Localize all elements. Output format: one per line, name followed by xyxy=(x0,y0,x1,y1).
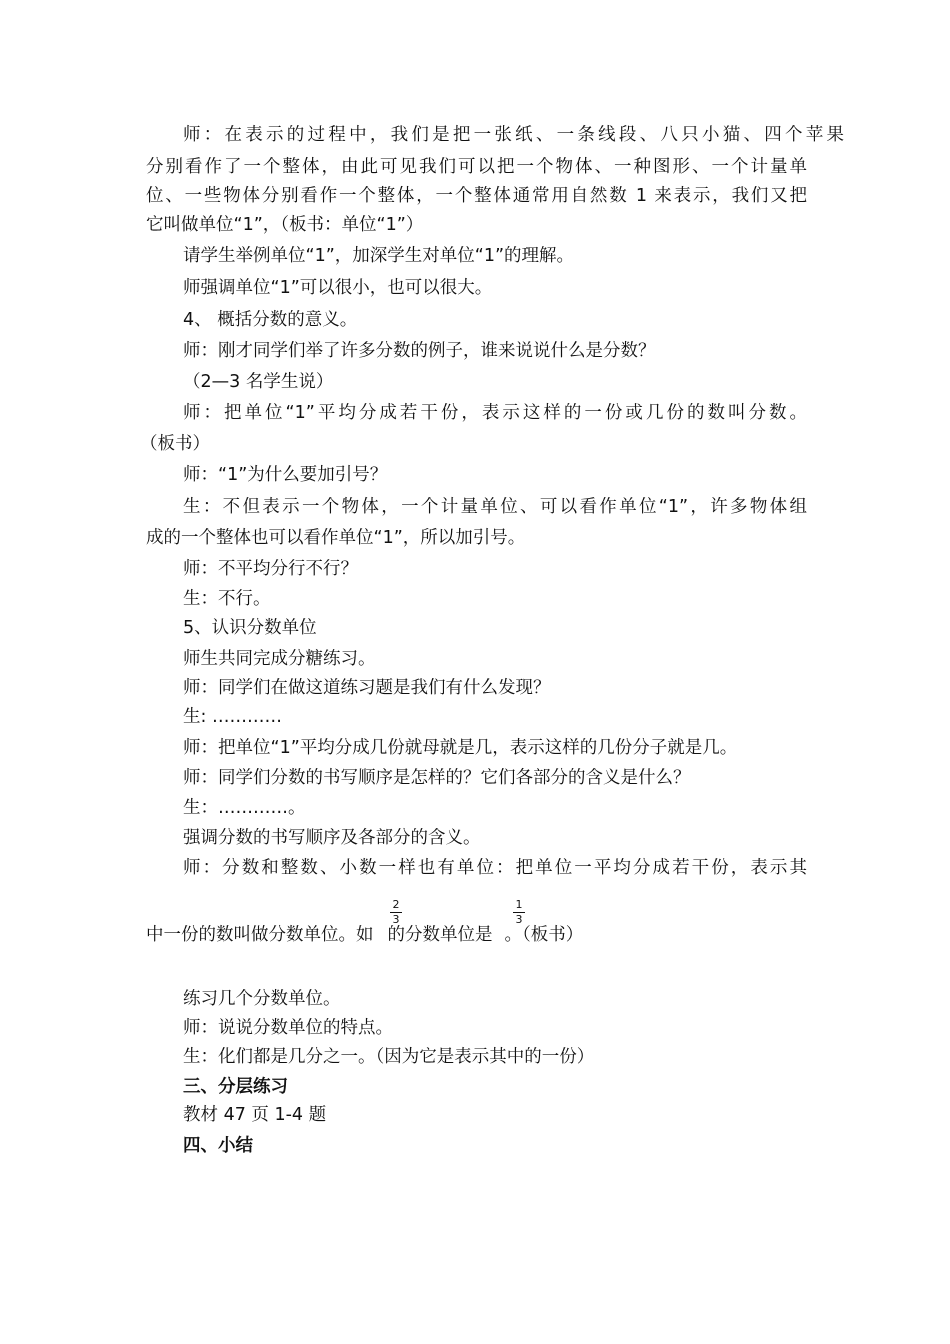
paragraph-line: 师：同学们在做这道练习题是我们有什么发现？ xyxy=(183,678,551,698)
paragraph-line: 它叫做单位“1”，（板书：单位“1”） xyxy=(146,215,424,235)
fraction-denominator: 3 xyxy=(392,913,400,926)
paragraph-line-with-fractions xyxy=(146,924,583,946)
paragraph-line: （2—3 名学生说） xyxy=(183,372,334,392)
paragraph-line: 生：不行。 xyxy=(183,589,271,609)
paragraph-line: 教材 47 页 1-4 题 xyxy=(183,1105,327,1125)
fraction-numerator: 1 xyxy=(515,898,523,911)
paragraph-line: 成的一个整体也可以看作单位“1”，所以加引号。 xyxy=(146,528,526,548)
paragraph-line: 位、一些物体分别看作一个整体，一个整体通常用自然数 1 来表示，我们又把 xyxy=(146,186,807,206)
paragraph-line: 请学生举例单位“1”，加深学生对单位“1”的理解。 xyxy=(183,246,575,266)
paragraph-line: 师：刚才同学们举了许多分数的例子，谁来说说什么是分数？ xyxy=(183,341,656,361)
paragraph-line: 师：不平均分行不行？ xyxy=(183,559,358,579)
paragraph-line: 4、 概括分数的意义。 xyxy=(183,310,358,330)
paragraph-line: 师：在表示的过程中，我们是把一张纸、一条线段、八只小猫、四个苹果 xyxy=(183,125,844,145)
paragraph-line: （板书） xyxy=(140,434,210,454)
paragraph-line: 练习几个分数单位。 xyxy=(183,989,341,1009)
section-heading: 三、分层练习 xyxy=(183,1077,288,1097)
fraction-one-third xyxy=(513,899,525,926)
paragraph-line: 师：分数和整数、小数一样也有单位：把单位一平均分成若干份，表示其 xyxy=(183,858,807,878)
text-segment: 。（板书） xyxy=(504,925,584,945)
paragraph-line: 生：…………。 xyxy=(183,798,306,818)
paragraph-line: 强调分数的书写顺序及各部分的含义。 xyxy=(183,828,481,848)
paragraph-line: 生: ………… xyxy=(183,707,282,727)
paragraph-line: 师：说说分数单位的特点。 xyxy=(183,1018,393,1038)
text-segment: 中一份的数叫做分数单位。如 xyxy=(146,925,374,945)
paragraph-line: 师：“1”为什么要加引号？ xyxy=(183,465,388,485)
paragraph-line: 生：不但表示一个物体，一个计量单位、可以看作单位“1”，许多物体组 xyxy=(183,497,807,517)
fraction-two-thirds xyxy=(390,899,402,926)
section-heading: 四、小结 xyxy=(183,1136,253,1156)
paragraph-line: 师：同学们分数的书写顺序是怎样的？它们各部分的含义是什么？ xyxy=(183,768,691,788)
paragraph-line: 师：把单位“1”平均分成若干份，表示这样的一份或几份的数叫分数。 xyxy=(183,403,807,423)
fraction-denominator: 3 xyxy=(515,913,523,926)
paragraph-line: 分别看作了一个整体，由此可见我们可以把一个物体、一种图形、一个计量单 xyxy=(146,157,807,177)
paragraph-line: 师生共同完成分糖练习。 xyxy=(183,649,376,669)
paragraph-line: 师强调单位“1”可以很小，也可以很大。 xyxy=(183,278,493,298)
paragraph-line: 生：化们都是几分之一。（因为它是表示其中的一份） xyxy=(183,1047,595,1067)
fraction-numerator: 2 xyxy=(392,898,400,911)
text-segment: 的分数单位是 xyxy=(387,925,493,945)
paragraph-line: 师：把单位“1”平均分成几份就母就是几，表示这样的几份分子就是几。 xyxy=(183,738,738,758)
paragraph-line: 5、认识分数单位 xyxy=(183,618,317,638)
